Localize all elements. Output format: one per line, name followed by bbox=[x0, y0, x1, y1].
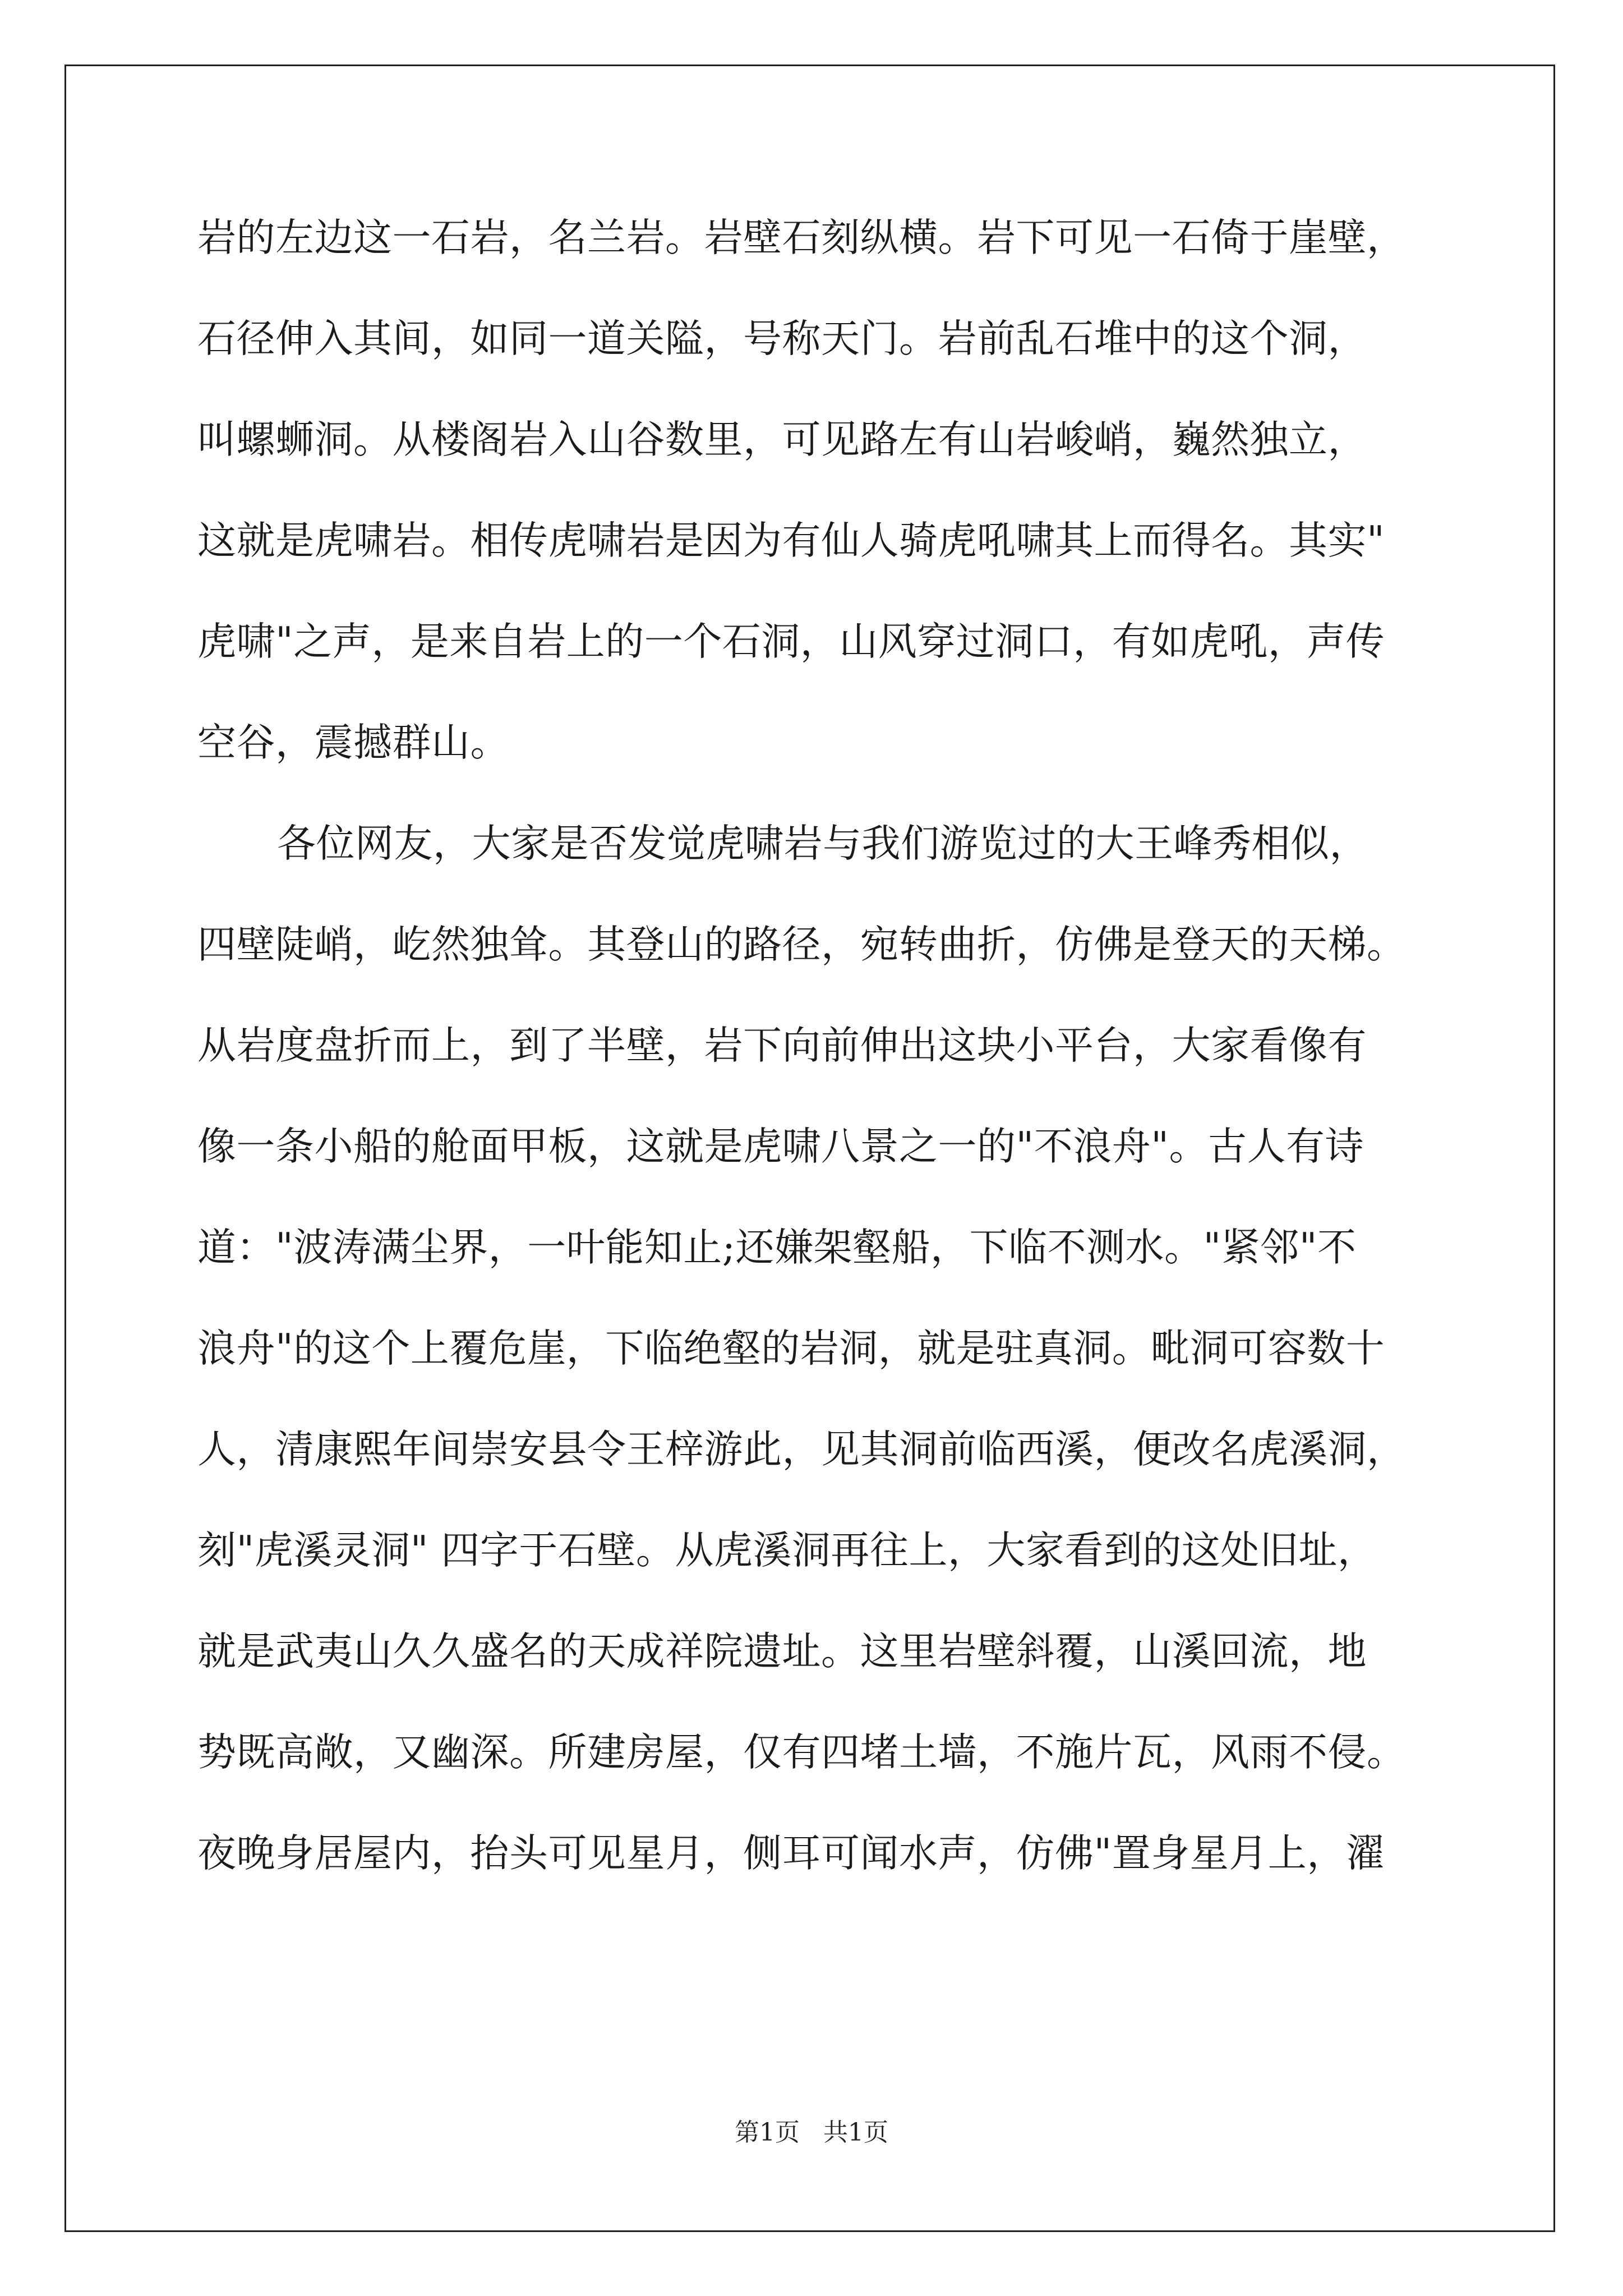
paragraph-start-line: 各位网友，大家是否发觉虎啸岩与我们游览过的大王峰秀相似， bbox=[277, 821, 1368, 866]
text-line: 就是武夷山久久盛名的天成祥院遗址。这里岩壁斜覆，山溪回流，地 bbox=[197, 1629, 1367, 1674]
text-line: 像一条小船的舱面甲板，这就是虎啸八景之一的"不浪舟"。古人有诗 bbox=[197, 1124, 1364, 1169]
text-line: 虎啸"之声，是来自岩上的一个石洞，山风穿过洞口，有如虎吼，声传 bbox=[197, 619, 1385, 664]
document-body bbox=[197, 215, 1426, 1935]
text-line: 浪舟"的这个上覆危崖，下临绝壑的岩洞，就是驻真洞。毗洞可容数十 bbox=[197, 1326, 1385, 1371]
text-line: 这就是虎啸岩。相传虎啸岩是因为有仙人骑虎吼啸其上而得名。其实" bbox=[197, 518, 1385, 563]
text-line: 人，清康熙年间崇安县令王梓游此，见其洞前临西溪，便改名虎溪洞， bbox=[197, 1427, 1406, 1472]
text-line: 势既高敞，又幽深。所建房屋，仅有四堵土墙，不施片瓦，风雨不侵。 bbox=[197, 1730, 1406, 1775]
text-line: 夜晚身居屋内，抬头可见星月，侧耳可闻水声，仿佛"置身星月上，濯 bbox=[197, 1831, 1385, 1876]
text-line: 岩的左边这一石岩，名兰岩。岩壁石刻纵横。岩下可见一石倚于崖壁， bbox=[197, 215, 1406, 260]
text-line: 刻"虎溪灵洞" 四字于石壁。从虎溪洞再往上，大家看到的这处旧址， bbox=[197, 1528, 1377, 1573]
page-number-footer: 第1页 共1页 bbox=[735, 2118, 888, 2147]
text-line: 叫螺蛳洞。从楼阁岩入山谷数里，可见路左有山岩峻峭，巍然独立， bbox=[197, 417, 1367, 462]
text-line: 石径伸入其间，如同一道关隘，号称天门。岩前乱石堆中的这个洞， bbox=[197, 316, 1367, 361]
text-line: 空谷，震撼群山。 bbox=[197, 720, 509, 765]
text-line: 道："波涛满尘界，一叶能知止;还嫌架壑船，下临不测水。"紧邻"不 bbox=[197, 1225, 1357, 1270]
text-line: 从岩度盘折而上，到了半壁，岩下向前伸出这块小平台，大家看像有 bbox=[197, 1023, 1367, 1068]
text-line: 四壁陡峭，屹然独耸。其登山的路径，宛转曲折，仿佛是登天的天梯。 bbox=[197, 922, 1406, 967]
